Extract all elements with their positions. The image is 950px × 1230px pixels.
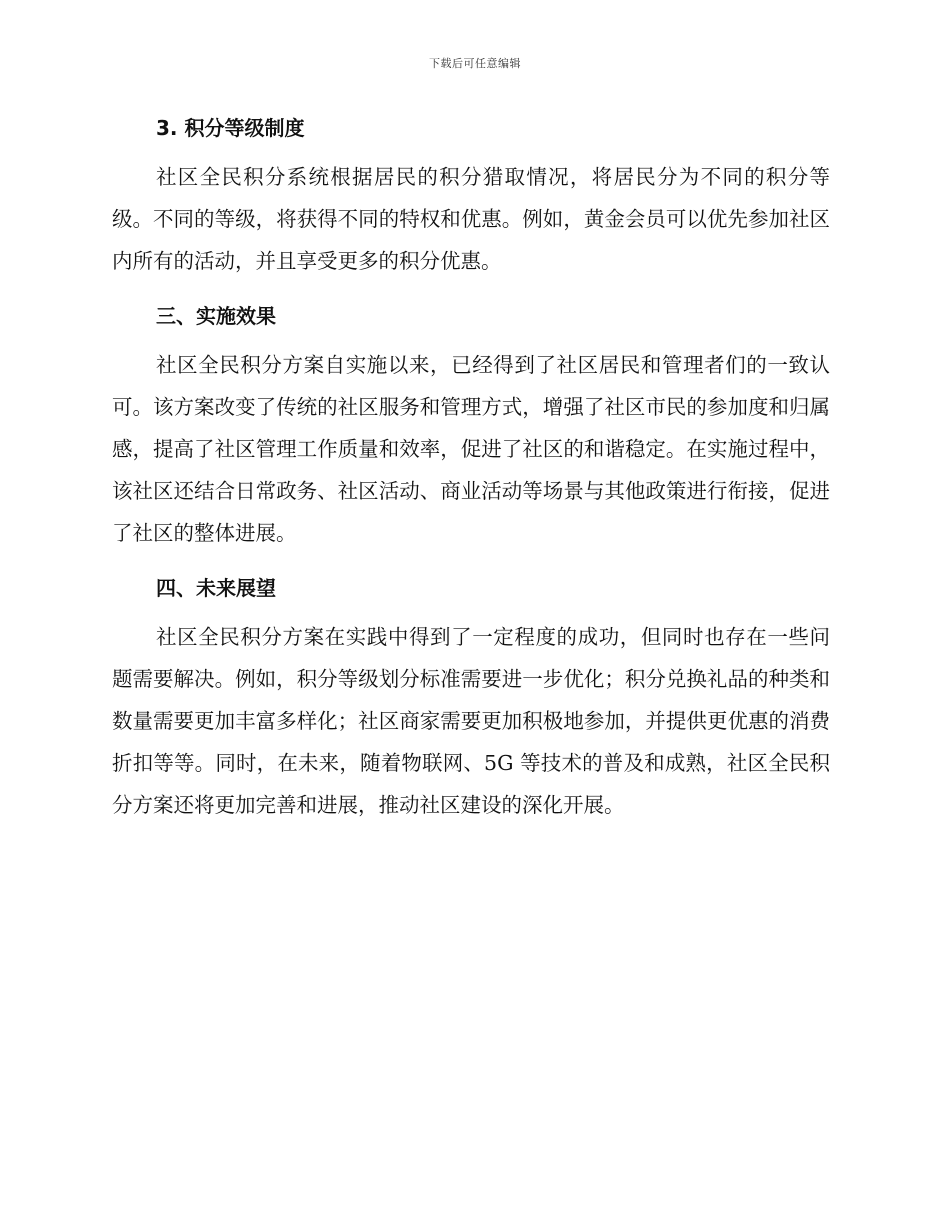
section-paragraph: 社区全民积分方案在实践中得到了一定程度的成功，但同时也存在一些问题需要解决。例如，积分等级划分标准需要进一步优化；积分兑换礼品的种类和数量需要更加丰富多样化；社区商家需要更加积极地参加，并提供更优惠的消费折扣等等。同时，在未来，随着物联网、5G 等技术的普及和成熟，社区全民积分方案还将更加完善和进展，推动社区建设的深化开展。 xyxy=(112,625,830,817)
section-implementation-effect xyxy=(112,296,830,554)
section-paragraph: 社区全民积分系统根据居民的积分猎取情况，将居民分为不同的积分等级。不同的等级，将获得不同的特权和优惠。例如，黄金会员可以优先参加社区内所有的活动，并且享受更多的积分优惠。 xyxy=(112,165,830,273)
header-note: 下载后可任意编辑 xyxy=(429,57,521,70)
section-future-outlook xyxy=(112,568,830,826)
section-points-level-system xyxy=(112,108,830,282)
section-heading: 3. 积分等级制度 xyxy=(156,116,305,140)
document-body xyxy=(112,108,830,840)
section-heading: 四、未来展望 xyxy=(156,576,276,600)
section-paragraph: 社区全民积分方案自实施以来，已经得到了社区居民和管理者们的一致认可。该方案改变了传统的社区服务和管理方式，增强了社区市民的参加度和归属感，提高了社区管理工作质量和效率，促进了社区的和谐稳定。在实施过程中，该社区还结合日常政务、社区活动、商业活动等场景与其他政策进行衔接，促进了社区的整体进展。 xyxy=(112,353,830,545)
section-heading: 三、实施效果 xyxy=(156,304,276,328)
